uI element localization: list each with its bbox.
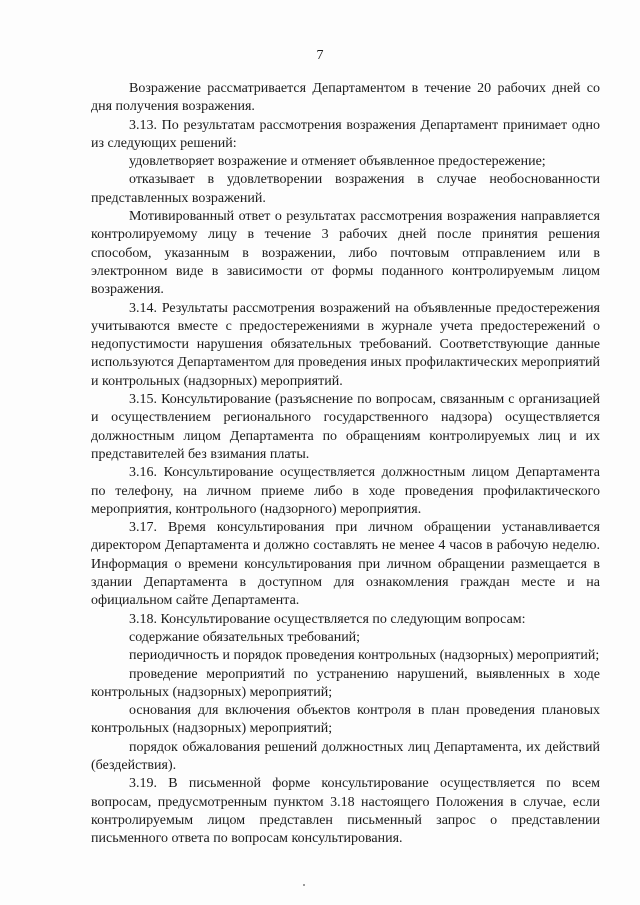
paragraph-3-14: 3.14. Результаты рассмотрения возражений на объявленные предостережения учитываются вместе с предостережениями в журнале учета предостережений о недопустимости нарушения обязательных требований. Соответствующие данные используются Департаментом для проведения иных профилактических мероприятий и контрольных (надзорных) мероприятий. [91,300,600,389]
paragraph-3-19: 3.19. В письменной форме консультирование осуществляется по всем вопросам, предусмотренным пунктом 3.18 настоящего Положения в случае, если контролируемым лицом представлен письменный запрос о представлении письменного ответа по вопросам консультирования. [91,776,600,847]
page-number: 7 [316,48,324,63]
list-item-mandatory-requirements: содержание обязательных требований; [129,629,361,645]
list-item-frequency-procedure: периодичность и порядок проведения контрольных (надзорных) мероприятий; [129,648,600,664]
list-item-appeal-procedure: порядок обжалования решений должностных лиц Департамента, их действий (бездействия). [91,739,600,773]
list-item-remedy-violations: проведение мероприятий по устранению нарушений, выявленных в ходе контрольных (надзорных) мероприятий; [91,666,600,700]
list-item-satisfy-objection: удовлетворяет возражение и отменяет объявленное предостережение; [129,154,546,170]
paragraph-objection-review-term: Возражение рассматривается Департаментом в течение 20 рабочих дней со дня получения возражения. [91,81,600,115]
paragraph-3-17: 3.17. Время консультирования при личном обращении устанавливается директором Департамента и должно составлять не менее 4 часов в рабочую неделю. Информация о времени консультирования при личном обращении размещается в здании Департамента в доступном для ознакомления граждан месте и на официальном сайте Департамента. [91,520,600,609]
paragraph-reasoned-response: Мотивированный ответ о результатах рассмотрения возражения направляется контролируемому лицу в течение 3 рабочих дней после принятия решения способом, указанным в возражении, либо почтовым отправлением или в электронном виде в зависимости от формы поданного контролируемым лицом возражения. [91,209,600,298]
list-item-inclusion-grounds: основания для включения объектов контроля в план проведения плановых контрольных (надзорных) мероприятий; [91,703,600,737]
document-body [91,80,600,848]
paragraph-3-15: 3.15. Консультирование (разъяснение по вопросам, связанным с организацией и осуществлением регионального государственного надзора) осуществляется должностным лицом Департамента по обращениям контролируемых лиц и их представителей без взимания платы. [91,392,600,462]
paragraph-3-18: 3.18. Консультирование осуществляется по следующим вопросам: [129,611,526,627]
paragraph-3-16: 3.16. Консультирование осуществляется должностным лицом Департамента по телефону, на личном приеме либо в ходе проведения профилактического мероприятия, контрольного (надзорного) мероприятия. [91,465,600,517]
paragraph-3-13: 3.13. По результатам рассмотрения возражения Департамент принимает одно из следующих решений: [91,117,600,151]
list-item-refuse-objection: отказывает в удовлетворении возражения в случае необоснованности представленных возражений. [91,172,600,206]
scan-speck [303,884,305,886]
